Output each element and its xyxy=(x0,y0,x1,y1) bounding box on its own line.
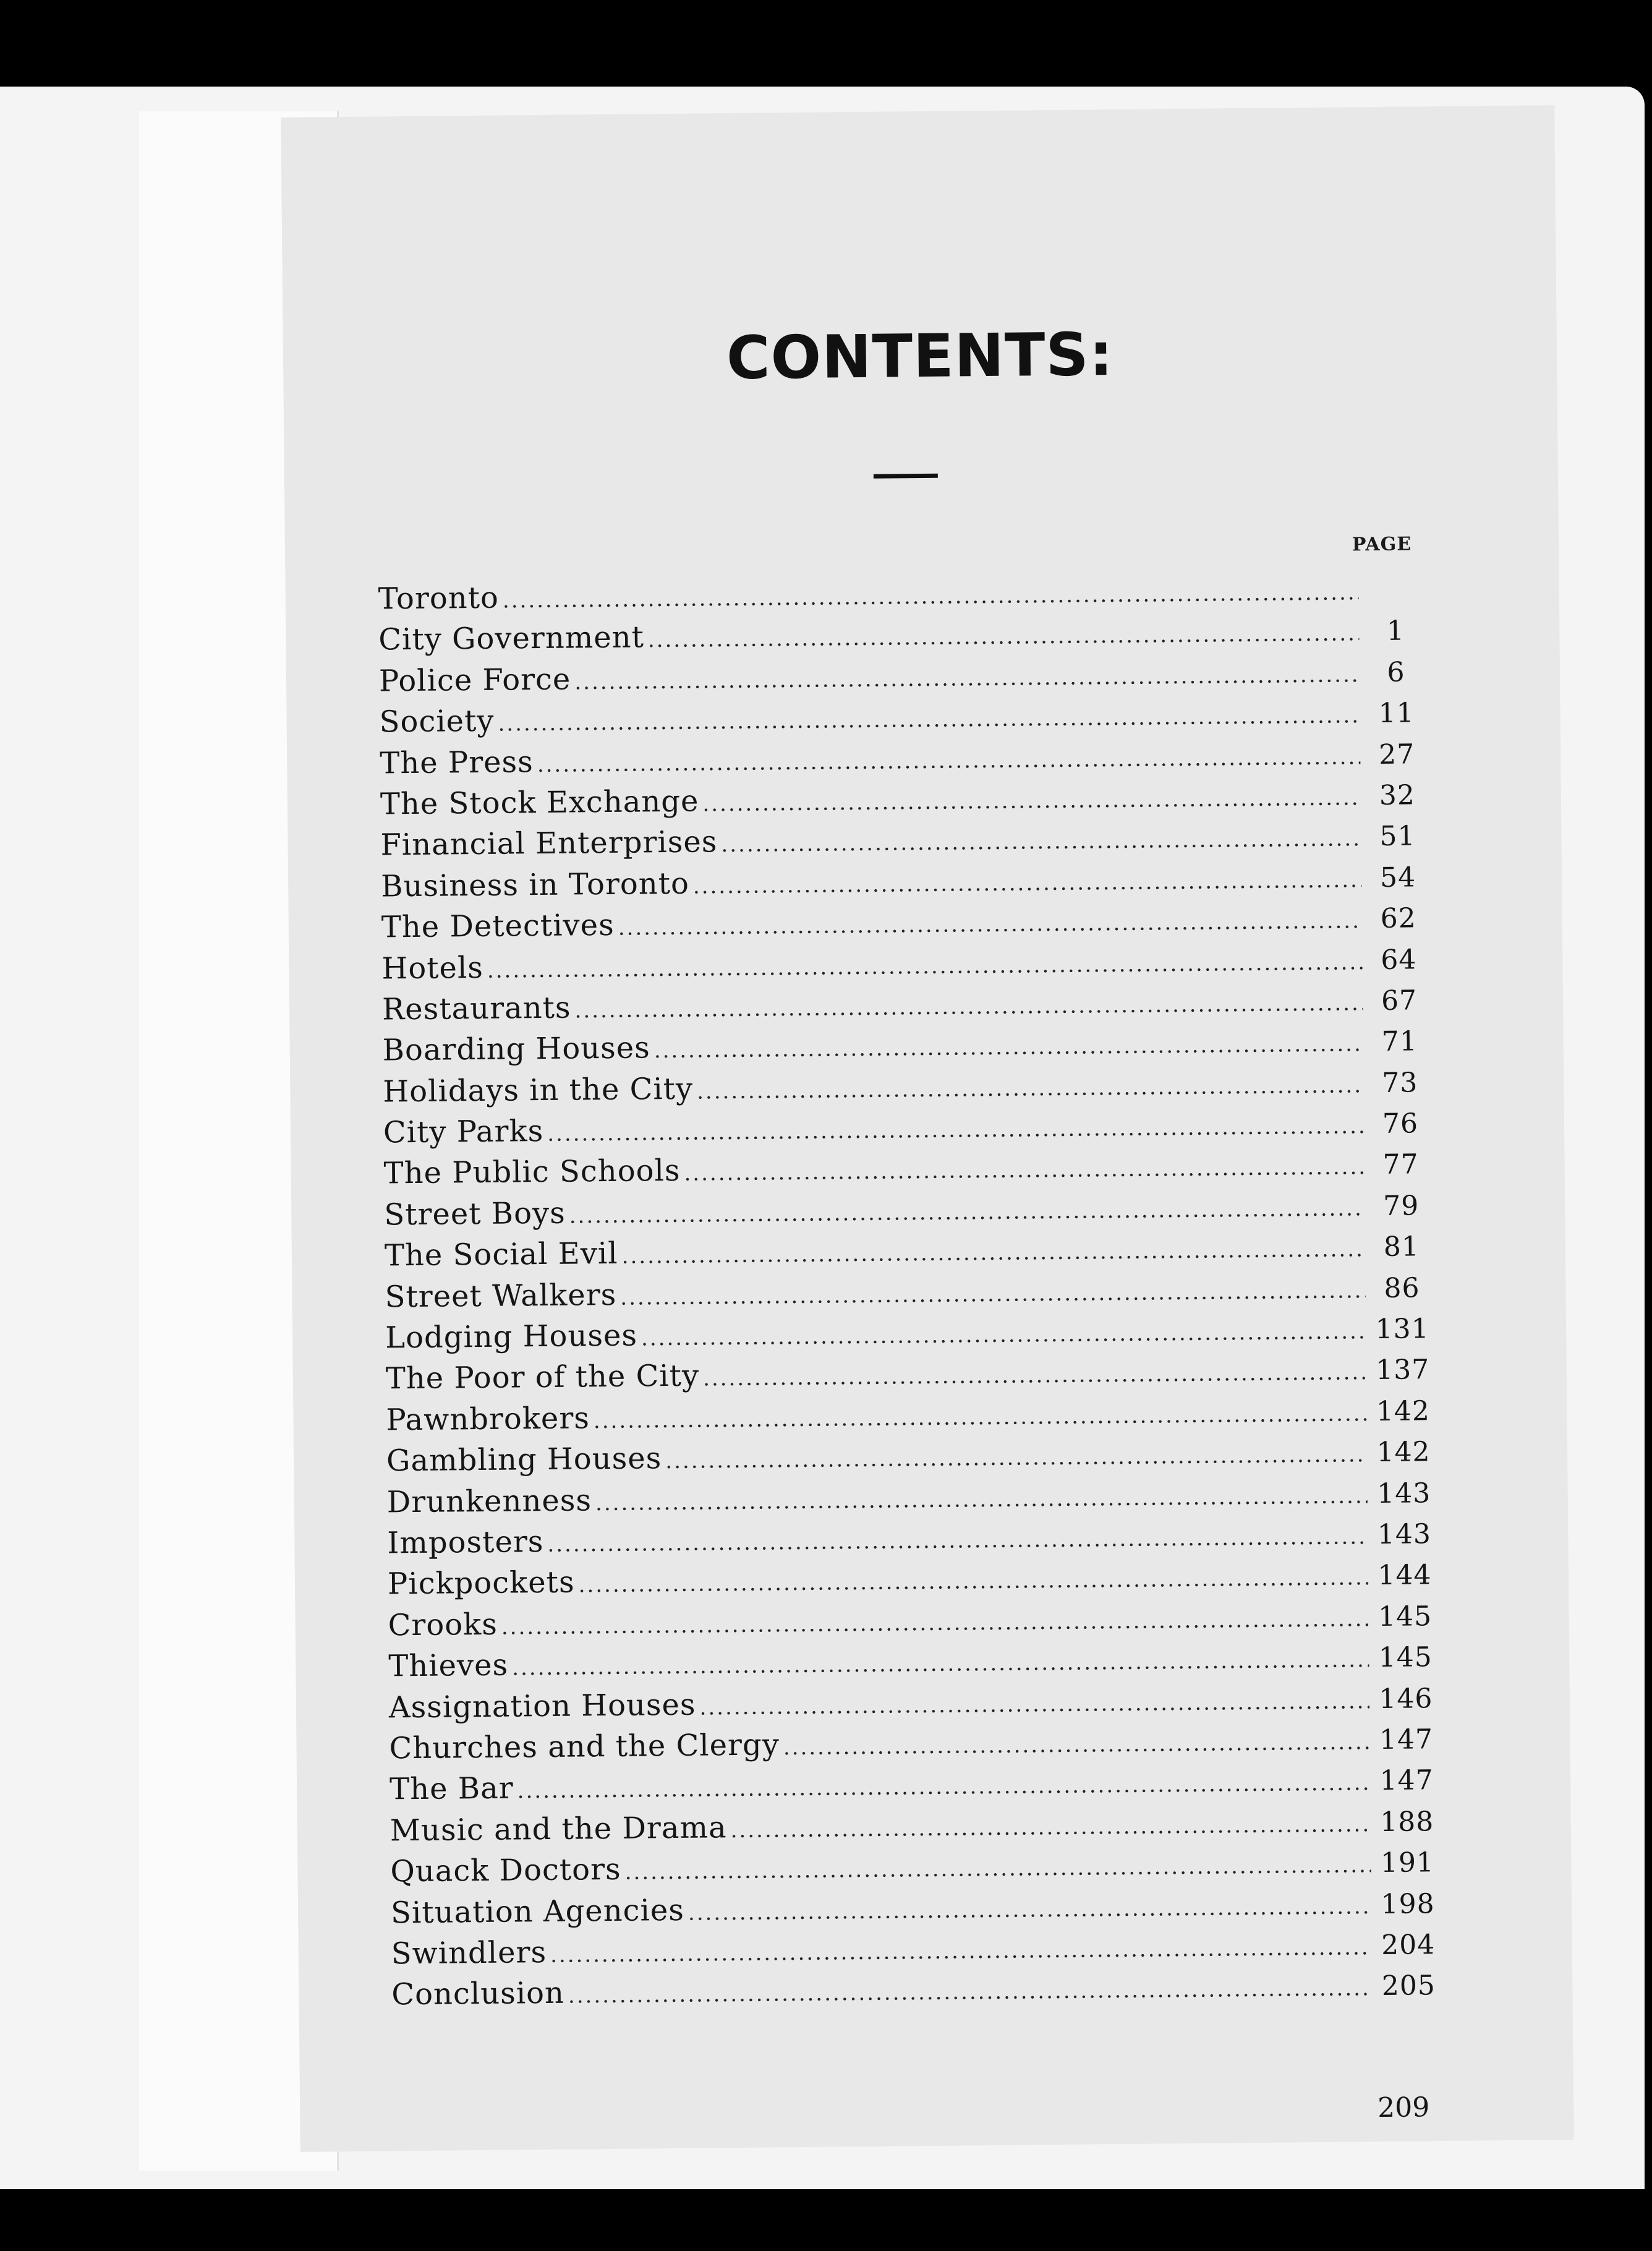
toc-entry-title: Pickpockets xyxy=(387,1565,575,1602)
toc-entry-page: 11 xyxy=(1378,697,1415,730)
toc-entry-page: 188 xyxy=(1380,1805,1434,1838)
dot-leader xyxy=(654,1032,1363,1064)
toc-entry-page: 6 xyxy=(1387,656,1405,688)
dot-leader xyxy=(517,1771,1371,1804)
toc-entry-title: Business in Toronto xyxy=(380,866,690,904)
dot-leader xyxy=(648,621,1360,653)
dot-leader xyxy=(550,1935,1372,1968)
toc-entry-title: Pawnbrokers xyxy=(386,1401,590,1438)
toc-entry-title: Restaurants xyxy=(381,990,571,1027)
toc-entry-page: 142 xyxy=(1376,1436,1431,1469)
dot-leader xyxy=(618,908,1362,941)
toc-entry-title: Swindlers xyxy=(391,1934,547,1971)
toc-entry-title: The Stock Exchange xyxy=(380,784,699,822)
toc-entry-title: Street Boys xyxy=(384,1195,566,1232)
toc-entry-title: Police Force xyxy=(378,662,571,699)
contents-page xyxy=(281,105,1573,2152)
toc-entry-page: 81 xyxy=(1383,1231,1420,1263)
toc-entry-page: 198 xyxy=(1381,1887,1435,1920)
toc-entry-title: Drunkenness xyxy=(386,1482,592,1520)
dot-leader xyxy=(783,1730,1370,1760)
toc-entry-page: 1 xyxy=(1386,615,1405,647)
toc-entry-page: 73 xyxy=(1382,1067,1418,1099)
dot-leader xyxy=(501,1607,1369,1639)
toc-entry-page: 131 xyxy=(1375,1313,1429,1346)
toc-entry-page: 64 xyxy=(1381,943,1417,976)
toc-entry-title: The Social Evil xyxy=(384,1236,618,1273)
toc-entry-title: City Parks xyxy=(383,1114,544,1150)
toc-entry-title: Gambling Houses xyxy=(386,1441,662,1479)
dot-leader xyxy=(594,1401,1367,1433)
toc-entry-title: Society xyxy=(379,703,495,740)
toc-entry-page: 145 xyxy=(1377,1600,1433,1633)
toc-entry-page: 204 xyxy=(1381,1929,1436,1961)
dot-leader xyxy=(624,1853,1371,1885)
toc-entry-page: 205 xyxy=(1381,1970,1436,2002)
dot-leader xyxy=(568,1976,1373,2008)
dot-leader xyxy=(688,1894,1372,1926)
toc-entry-page: 51 xyxy=(1379,820,1416,853)
title-rule xyxy=(874,474,938,479)
dot-leader xyxy=(641,1319,1366,1351)
dot-leader xyxy=(621,1237,1365,1269)
toc-entry-title: The Detectives xyxy=(381,907,615,945)
page-column-label: PAGE xyxy=(1352,533,1412,556)
toc-entry-title: The Bar xyxy=(389,1770,514,1807)
toc-entry-title: Lodging Houses xyxy=(385,1318,638,1356)
toc-entry-title: The Poor of the City xyxy=(385,1358,700,1396)
toc-entry-page: 147 xyxy=(1379,1764,1434,1797)
toc-entry-page: 71 xyxy=(1381,1025,1418,1058)
dot-leader xyxy=(721,827,1361,858)
dot-leader xyxy=(697,1073,1364,1104)
dot-leader xyxy=(547,1524,1368,1557)
toc-entry-page: 27 xyxy=(1378,738,1415,771)
dot-leader xyxy=(620,1278,1366,1310)
toc-entry-title: The Public Schools xyxy=(383,1153,681,1191)
toc-entry-page: 137 xyxy=(1376,1354,1430,1386)
dot-leader xyxy=(512,1647,1369,1680)
toc-entry-title: Toronto xyxy=(378,580,500,617)
dot-leader xyxy=(578,1566,1368,1598)
toc-entry-page: 76 xyxy=(1382,1108,1419,1140)
dot-leader xyxy=(730,1812,1371,1843)
dot-leader xyxy=(665,1442,1367,1474)
toc-entry-page: 145 xyxy=(1378,1641,1433,1674)
toc-entry-title: Quack Doctors xyxy=(390,1852,621,1889)
toc-entry-title: Holidays in the City xyxy=(383,1071,694,1109)
toc-entry-page: 67 xyxy=(1381,985,1418,1017)
toc-entry-page: 142 xyxy=(1376,1395,1431,1427)
toc-entry-title: Crooks xyxy=(388,1607,498,1643)
table-of-contents xyxy=(378,571,1436,2018)
toc-entry-page: 77 xyxy=(1382,1148,1419,1181)
dot-leader xyxy=(487,950,1363,983)
trailing-page-number: 209 xyxy=(1377,2091,1430,2124)
toc-entry-title: Thieves xyxy=(388,1647,509,1684)
dot-leader xyxy=(569,1196,1365,1228)
toc-entry-title: The Press xyxy=(380,744,534,781)
toc-entry-page: 191 xyxy=(1380,1847,1435,1879)
toc-entry-page: 54 xyxy=(1379,861,1416,894)
toc-entry-page: 86 xyxy=(1384,1272,1420,1304)
dot-leader xyxy=(693,868,1362,899)
toc-entry-title: Hotels xyxy=(381,950,484,986)
dot-leader xyxy=(684,1155,1364,1187)
toc-entry-page: 146 xyxy=(1379,1682,1433,1715)
toc-entry-title: Churches and the Clergy xyxy=(389,1727,780,1766)
toc-entry-title: Music and the Drama xyxy=(390,1809,727,1848)
toc-entry-page: 79 xyxy=(1382,1190,1420,1222)
page-title: CONTENTS: xyxy=(726,320,1114,393)
dot-leader xyxy=(574,991,1363,1023)
dot-leader xyxy=(702,785,1361,816)
toc-entry-page: 147 xyxy=(1379,1723,1434,1756)
toc-entry-title: Financial Enterprises xyxy=(380,824,718,863)
toc-entry-title: Street Walkers xyxy=(385,1277,617,1315)
dot-leader xyxy=(703,1360,1366,1391)
dot-leader xyxy=(547,1114,1364,1147)
dot-leader xyxy=(537,745,1361,777)
toc-entry-title: Imposters xyxy=(387,1524,544,1561)
toc-entry-page: 62 xyxy=(1380,902,1417,935)
toc-entry-page: 144 xyxy=(1377,1559,1432,1592)
toc-entry-page: 32 xyxy=(1379,779,1416,811)
toc-entry-title: Conclusion xyxy=(391,1975,565,2012)
dot-leader xyxy=(574,662,1360,694)
dot-leader xyxy=(699,1689,1369,1720)
toc-entry-title: City Government xyxy=(378,620,645,657)
toc-entry-page: 143 xyxy=(1376,1477,1431,1510)
toc-entry-title: Assignation Houses xyxy=(388,1687,696,1725)
toc-entry-title: Boarding Houses xyxy=(382,1030,651,1068)
dot-leader xyxy=(498,703,1360,736)
toc-entry-page: 143 xyxy=(1377,1518,1432,1551)
dot-leader xyxy=(503,580,1359,613)
dot-leader xyxy=(595,1484,1368,1516)
toc-entry-title: Situation Agencies xyxy=(390,1892,685,1930)
